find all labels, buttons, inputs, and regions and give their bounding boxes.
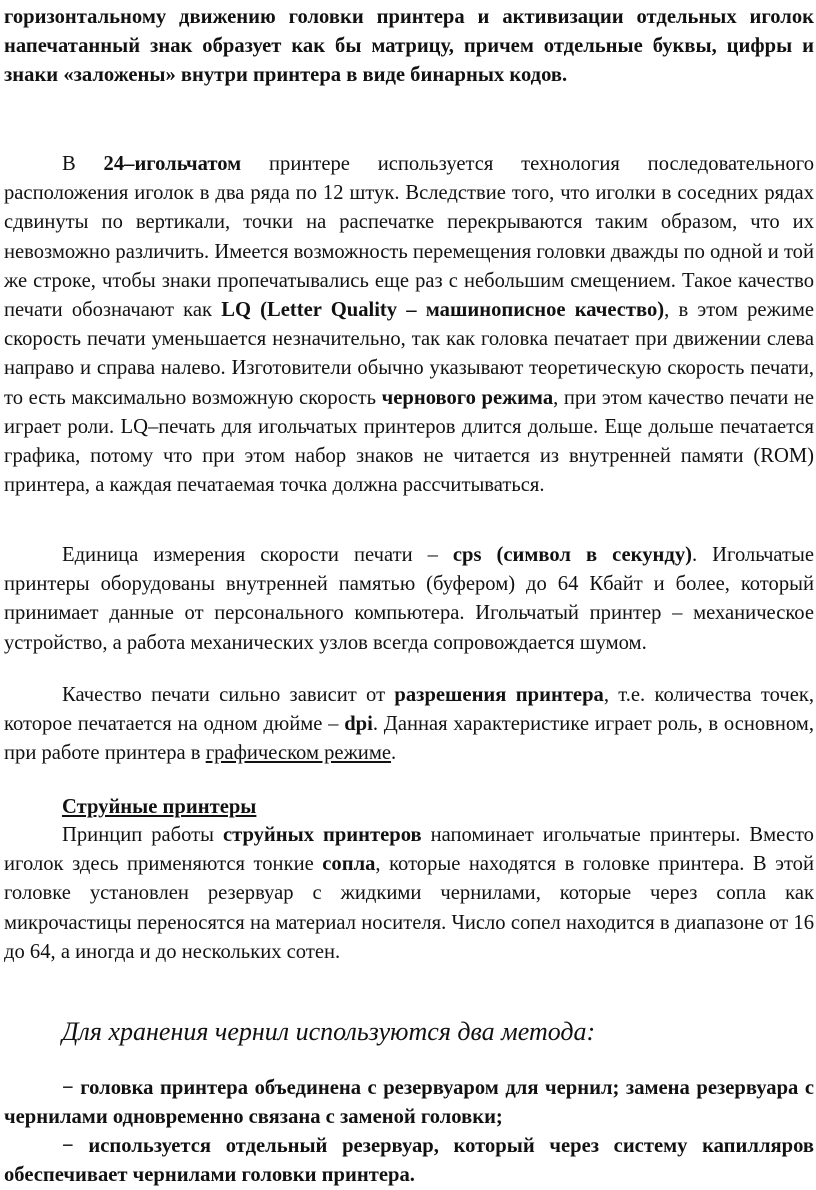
text-run: , при этом качество печати не играет роли. LQ–печать для игольчатых принтеров длится дольше. Еще дольше печатается графика, потому что при этом набор знаков не читается из внутренней памяти (ROM) принтера, а каждая печатаемая точка должна рассчитываться.	[4, 386, 815, 497]
term-nozzles: сопла	[322, 853, 376, 876]
text-run: принтере используется технология последовательного расположения иголок в два ряда по 12 штук. Вследствие того, что иголки в соседних рядах сдвинуты по вертикали, точки на распечатке перекрываются таким образом, что их невозможно различить. Имеется возможность перемещения головки дважды по одной и той же строке, чтобы знаки пропечатывались еще раз с небольшим смещением. Такое качество печати обозначают как	[4, 153, 814, 322]
text-run: Качество печати сильно зависит от	[62, 684, 395, 706]
text-run: , которые находятся в головке принтера. В этой головке установлен резервуар с жидкими чернилами, которые через сопла как микрочастицы переносятся на материал носителя. Число сопел находится в диапазоне от 16 до 64, а иногда и до нескольких сотен.	[4, 853, 814, 963]
underlined-graphic-mode: графическом режиме	[205, 742, 391, 765]
text-run: Единица измерения скорости печати –	[62, 544, 453, 566]
text-run: В	[62, 153, 104, 175]
section-heading-inkjet: Струйные принтеры	[62, 796, 257, 818]
paragraph-resolution	[4, 681, 814, 769]
list-item: − используется отдельный резервуар, который через систему капилляров обеспечивает чернилами головки принтера.	[4, 1135, 814, 1187]
text-run: . Игольчатые принтеры оборудованы внутренней памятью (буфером) до 64 Кбайт и более, который принимает данные от персонального компьютера. Игольчатый принтер – механическое устройство, а работа механических узлов всегда сопровождается шумом.	[4, 544, 815, 654]
paragraph-matrix: горизонтальному движению головки принтера и активизации отдельных иголок напечатанный знак образует как бы матрицу, причем отдельные буквы, цифры и знаки «заложены» внутри принтера в виде бинарных кодов.	[4, 6, 814, 87]
term-lq: LQ (Letter Quality – машинописное качество)	[221, 299, 665, 322]
paragraph-inkjet	[4, 821, 814, 967]
term-draft-mode: чернового режима	[381, 386, 554, 409]
list-item: − головка принтера объединена с резервуаром для чернил; замена резервуара с чернилами одновременно связана с заменой головки;	[4, 1077, 814, 1129]
paragraph-cps	[4, 541, 814, 658]
term-resolution: разрешения принтера	[394, 684, 604, 706]
text-run: напоминает игольчатые принтеры. Вместо иголок здесь применяются тонкие	[4, 824, 814, 876]
term-inkjet-printers: струйных принтеров	[222, 824, 422, 846]
term-24-needle: 24–игольчатом	[103, 153, 242, 175]
text-run: Принцип работы	[62, 824, 223, 846]
text-run: , т.е. количества точек, которое печатается на одном дюйме –	[4, 684, 814, 736]
text-run: .	[391, 742, 397, 765]
italic-subtitle: Для хранения чернил используются два метода:	[62, 1017, 596, 1046]
term-cps: cps (символ в секунду)	[452, 544, 692, 566]
paragraph-24-needle	[4, 150, 814, 500]
text-run: , в этом режиме скорость печати уменьшается незначительно, так как головка печатает при движении слева направо и справа налево. Изготовители обычно указывают теоретическую скорость печати, то есть максимально возможную скорость	[4, 299, 814, 409]
term-dpi: dpi	[344, 713, 373, 736]
text-run: . Данная характеристике играет роль, в основном, при работе принтера в	[4, 713, 814, 765]
